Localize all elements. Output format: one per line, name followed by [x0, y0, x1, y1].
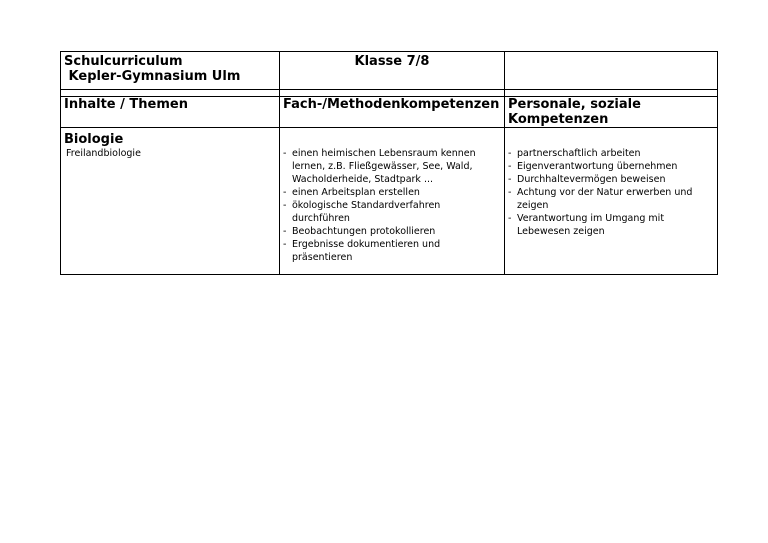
- empty-title-cell: [505, 52, 718, 90]
- list-item: - Verantwortung im Umgang mit Lebewesen zeigen: [508, 212, 714, 238]
- list-item: - Achtung vor der Natur erwerben und zeigen: [508, 186, 714, 212]
- column-header-personal: Personale, soziale Kompetenzen: [505, 97, 718, 128]
- list-item: - Durchhaltevermögen beweisen: [508, 173, 714, 186]
- content-row: [61, 147, 718, 275]
- list-item: - einen Arbeitsplan erstellen: [283, 186, 501, 199]
- spacer-row: [61, 90, 718, 97]
- grade-label: Klasse 7/8: [354, 54, 430, 69]
- list-item: - Eigenverantwortung übernehmen: [508, 160, 714, 173]
- subject-heading: Biologie: [61, 128, 280, 148]
- column-header-row: [61, 97, 718, 128]
- title-row: [61, 52, 718, 90]
- methods-cell: [280, 147, 505, 275]
- personal-cell: [505, 147, 718, 275]
- school-name: Kepler-Gymnasium Ulm: [64, 69, 241, 84]
- methods-list: [283, 147, 501, 264]
- list-item: - ökologische Standardverfahren durchführen: [283, 199, 501, 225]
- curriculum-title-cell: [61, 52, 280, 90]
- curriculum-title: Schulcurriculum: [64, 54, 183, 69]
- column-header-methods: Fach-/Methodenkompetenzen: [280, 97, 505, 128]
- list-item: - Beobachtungen protokollieren: [283, 225, 501, 238]
- curriculum-table: [60, 51, 718, 275]
- grade-cell: [280, 52, 505, 90]
- list-item: - partnerschaftlich arbeiten: [508, 147, 714, 160]
- list-item: - einen heimischen Lebensraum kennen lernen, z.B. Fließgewässer, See, Wald, Wacholderheide, Stadtpark ...: [283, 147, 501, 186]
- topic-cell: [61, 147, 280, 275]
- column-header-topics: Inhalte / Themen: [61, 97, 280, 128]
- personal-list: [508, 147, 714, 238]
- subject-row: [61, 128, 718, 148]
- list-item: - Ergebnisse dokumentieren und präsentieren: [283, 238, 501, 264]
- topic-label: Freilandbiologie: [66, 148, 141, 159]
